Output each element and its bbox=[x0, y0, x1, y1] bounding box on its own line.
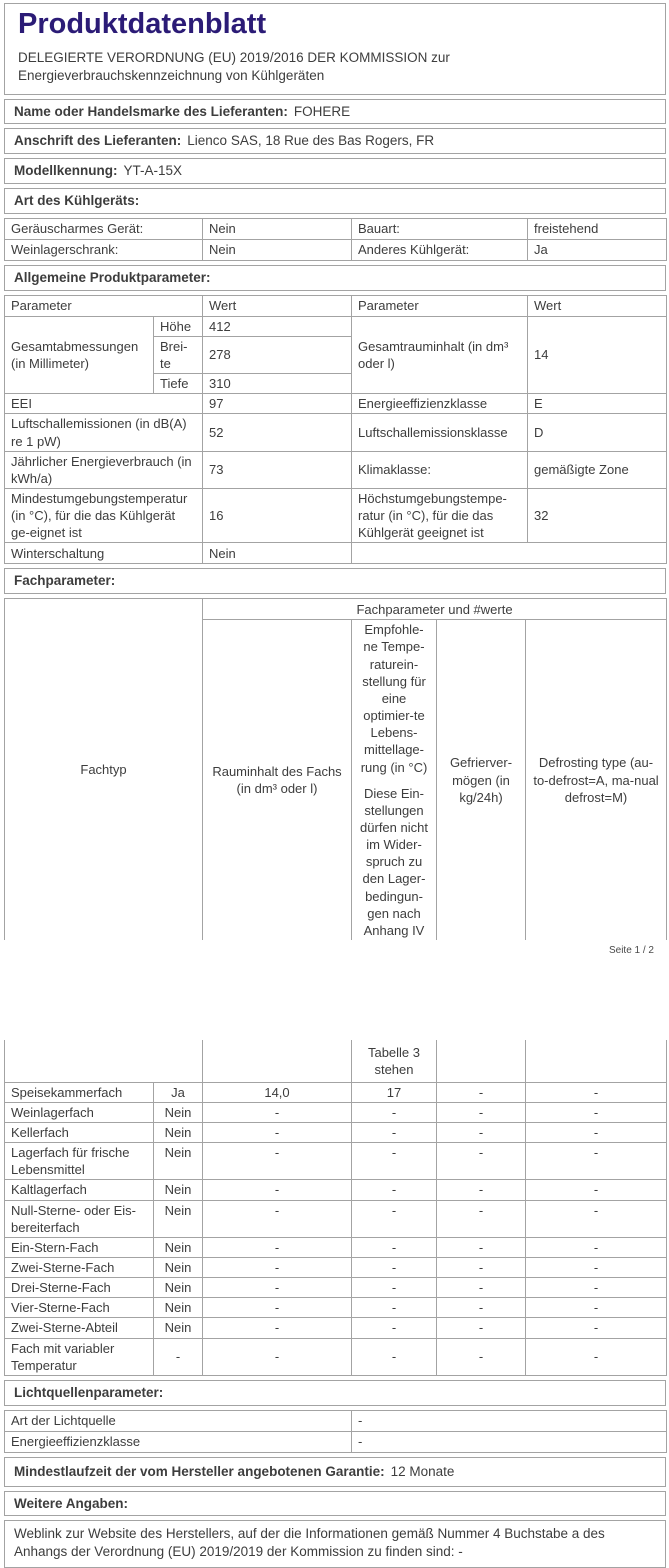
table-cell: Höchstumgebungstempe-ratur (in °C), für die das Kühlgerät geeignet ist bbox=[352, 488, 528, 542]
table-cell: 310 bbox=[203, 374, 352, 394]
table-row bbox=[5, 1082, 667, 1102]
table-cell: freistehend bbox=[528, 218, 667, 239]
table-cell: - bbox=[352, 1237, 437, 1257]
column-header-defrosting: Defrosting type (au-to-defrost=A, ma-nual defrost=M) bbox=[526, 620, 667, 940]
dimensions-label-cell: Gesamtabmessungen (in Millimeter) bbox=[5, 316, 154, 394]
general-params-table bbox=[4, 295, 667, 565]
table-cell: Tiefe bbox=[154, 374, 203, 394]
table-cell: - bbox=[526, 1200, 667, 1237]
column-header: Parameter bbox=[5, 295, 203, 316]
table-cell: - bbox=[154, 1338, 203, 1375]
table-cell: Nein bbox=[154, 1200, 203, 1237]
table-cell: - bbox=[203, 1122, 352, 1142]
table-row bbox=[5, 1237, 667, 1257]
device-type-table bbox=[4, 218, 667, 261]
table-cell: - bbox=[203, 1298, 352, 1318]
table-cell: Höhe bbox=[154, 316, 203, 336]
table-cell: E bbox=[528, 394, 667, 414]
compartment-name: Weinlagerfach bbox=[5, 1102, 154, 1122]
supplier-address-value: Lienco SAS, 18 Rue des Bas Rogers, FR bbox=[187, 133, 435, 149]
table-row bbox=[5, 1102, 667, 1122]
column-header: Wert bbox=[203, 295, 352, 316]
table-row bbox=[5, 1200, 667, 1237]
table-cell: Nein bbox=[154, 1298, 203, 1318]
table-row bbox=[5, 1298, 667, 1318]
table-row bbox=[5, 1180, 667, 1200]
section-header-light-source-params: Lichtquellenparameter: bbox=[4, 1380, 666, 1406]
empty-cell bbox=[203, 1040, 352, 1082]
table-cell: - bbox=[526, 1102, 667, 1122]
compartment-name: Ein-Stern-Fach bbox=[5, 1237, 154, 1257]
table-cell: Nein bbox=[154, 1257, 203, 1277]
table-header-continuation-row bbox=[5, 1040, 667, 1082]
span-header: Fachparameter und #werte bbox=[203, 599, 667, 620]
page-break-gap bbox=[4, 956, 666, 1040]
table-cell: - bbox=[526, 1257, 667, 1277]
table-cell: Energieeffizienzklasse bbox=[352, 394, 528, 414]
table-cell: - bbox=[526, 1143, 667, 1180]
table-row bbox=[5, 1338, 667, 1375]
table-row bbox=[5, 1410, 667, 1431]
temperature-header-text-2: Diese Ein-stellungen dürfen nicht im Wider-spruch zu den Lager-bedingun-gen nach Anhang IV bbox=[360, 785, 428, 938]
table-cell: - bbox=[352, 1278, 437, 1298]
empty-cell bbox=[437, 1040, 526, 1082]
volume-value-cell: 14 bbox=[528, 316, 667, 394]
table-cell: Brei-te bbox=[154, 336, 203, 373]
table-row bbox=[5, 1122, 667, 1142]
table-cell: - bbox=[437, 1082, 526, 1102]
table-header-row bbox=[5, 599, 667, 620]
regulation-subtitle: DELEGIERTE VERORDNUNG (EU) 2019/2016 DER KOMMISSION zur Energieverbrauchskennzeichnung von Kühlgeräten bbox=[18, 49, 450, 83]
table-cell: - bbox=[203, 1143, 352, 1180]
table-cell: - bbox=[437, 1298, 526, 1318]
table-cell: - bbox=[352, 1431, 667, 1452]
page-title: Produktdatenblatt bbox=[18, 8, 267, 40]
table-row bbox=[5, 1143, 667, 1180]
column-header: Parameter bbox=[352, 295, 528, 316]
table-cell: - bbox=[352, 1338, 437, 1375]
table-cell: Jährlicher Energieverbrauch (in kWh/a) bbox=[5, 451, 203, 488]
table-cell: Nein bbox=[154, 1102, 203, 1122]
compartment-name: Kellerfach bbox=[5, 1122, 154, 1142]
compartment-name: Vier-Sterne-Fach bbox=[5, 1298, 154, 1318]
table-cell: Anderes Kühlgerät: bbox=[352, 239, 528, 260]
table-cell: - bbox=[437, 1143, 526, 1180]
column-header: Wert bbox=[528, 295, 667, 316]
warranty-value: 12 Monate bbox=[390, 1463, 455, 1479]
document-header-block bbox=[4, 3, 666, 95]
warranty-label: Mindestlaufzeit der vom Hersteller angebotenen Garantie: bbox=[14, 1463, 385, 1479]
column-header-rauminhalt: Rauminhalt des Fachs (in dm³ oder l) bbox=[203, 620, 352, 940]
section-header-compartment-params: Fachparameter: bbox=[4, 568, 666, 594]
column-header-gefriervermoegen: Gefrierver-mögen (in kg/24h) bbox=[437, 620, 526, 940]
light-source-table bbox=[4, 1410, 667, 1453]
compartment-name: Lagerfach für frische Lebensmittel bbox=[5, 1143, 154, 1180]
table-cell: - bbox=[352, 1410, 667, 1431]
empty-cell bbox=[526, 1040, 667, 1082]
table-cell: Luftschallemissionen (in dB(A) re 1 pW) bbox=[5, 414, 203, 451]
temperature-header-text-1: Empfohle-ne Tempe-raturein-stellung für eine optimier-te Lebens-mittellage-rung (in °C) bbox=[360, 622, 428, 775]
compartment-table-page2 bbox=[4, 1040, 667, 1376]
table-cell: Nein bbox=[154, 1180, 203, 1200]
warranty-row bbox=[4, 1457, 666, 1487]
table-cell: - bbox=[203, 1102, 352, 1122]
table-cell: - bbox=[352, 1143, 437, 1180]
table-row bbox=[5, 451, 667, 488]
table-cell: - bbox=[203, 1257, 352, 1277]
table-cell: - bbox=[352, 1298, 437, 1318]
page1-footer: Seite 1 / 2 bbox=[608, 945, 654, 957]
table-cell: - bbox=[352, 1200, 437, 1237]
section-header-weitere-angaben: Weitere Angaben: bbox=[4, 1491, 666, 1517]
table-row bbox=[5, 1278, 667, 1298]
model-id-label: Modellkennung: bbox=[14, 163, 118, 179]
table-cell: - bbox=[352, 1318, 437, 1338]
compartment-name: Fach mit variabler Temperatur bbox=[5, 1338, 154, 1375]
table-cell: - bbox=[526, 1082, 667, 1102]
table-cell: - bbox=[526, 1338, 667, 1375]
empty-cell bbox=[5, 1040, 203, 1082]
model-id-row bbox=[4, 158, 666, 184]
table-cell: 17 bbox=[352, 1082, 437, 1102]
compartment-name: Drei-Sterne-Fach bbox=[5, 1278, 154, 1298]
table-cell: Luftschallemissionsklasse bbox=[352, 414, 528, 451]
compartment-name: Kaltlagerfach bbox=[5, 1180, 154, 1200]
table-row bbox=[5, 316, 667, 336]
table-cell: - bbox=[203, 1180, 352, 1200]
column-header-fachtyp: Fachtyp bbox=[5, 599, 203, 940]
table-cell: 32 bbox=[528, 488, 667, 542]
compartment-name: Null-Sterne- oder Eis-bereiterfach bbox=[5, 1200, 154, 1237]
table-cell: Klimaklasse: bbox=[352, 451, 528, 488]
table-cell: - bbox=[203, 1237, 352, 1257]
table-cell: 278 bbox=[203, 336, 352, 373]
supplier-name-value: FOHERE bbox=[293, 103, 351, 119]
table-row bbox=[5, 394, 667, 414]
table-cell: Energieeffizienzklasse bbox=[5, 1431, 352, 1452]
table-cell: - bbox=[352, 1102, 437, 1122]
table-cell: - bbox=[437, 1257, 526, 1277]
table-row bbox=[5, 218, 667, 239]
table-cell: Nein bbox=[154, 1122, 203, 1142]
table-cell: Weinlagerschrank: bbox=[5, 239, 203, 260]
temperature-header-continuation: Tabelle 3 stehen bbox=[352, 1040, 437, 1082]
supplier-name-row bbox=[4, 99, 666, 125]
table-cell: - bbox=[526, 1122, 667, 1142]
model-id-value: YT-A-15X bbox=[123, 163, 183, 179]
supplier-address-label: Anschrift des Lieferanten: bbox=[14, 133, 182, 149]
table-cell: - bbox=[437, 1200, 526, 1237]
table-row bbox=[5, 414, 667, 451]
table-cell: - bbox=[352, 1180, 437, 1200]
compartment-name: Zwei-Sterne-Fach bbox=[5, 1257, 154, 1277]
table-cell: - bbox=[352, 1122, 437, 1142]
table-cell: EEI bbox=[5, 394, 203, 414]
table-row bbox=[5, 543, 667, 564]
compartment-name: Zwei-Sterne-Abteil bbox=[5, 1318, 154, 1338]
table-cell: Ja bbox=[528, 239, 667, 260]
table-cell: - bbox=[437, 1338, 526, 1375]
column-header-temperature bbox=[352, 620, 437, 940]
table-cell: Mindestumgebungstemperatur (in °C), für die das Kühlgerät ge-eignet ist bbox=[5, 488, 203, 542]
supplier-address-row bbox=[4, 128, 666, 154]
table-cell: Geräuscharmes Gerät: bbox=[5, 218, 203, 239]
table-cell: 16 bbox=[203, 488, 352, 542]
table-cell: 412 bbox=[203, 316, 352, 336]
table-cell: Nein bbox=[203, 239, 352, 260]
table-cell: - bbox=[526, 1278, 667, 1298]
compartment-name: Speisekammerfach bbox=[5, 1082, 154, 1102]
table-cell: gemäßigte Zone bbox=[528, 451, 667, 488]
table-header-row bbox=[5, 295, 667, 316]
supplier-name-label: Name oder Handelsmarke des Lieferanten: bbox=[14, 103, 288, 119]
table-cell: - bbox=[203, 1338, 352, 1375]
table-cell: - bbox=[203, 1318, 352, 1338]
table-row bbox=[5, 1431, 667, 1452]
table-cell: - bbox=[437, 1278, 526, 1298]
table-cell: 97 bbox=[203, 394, 352, 414]
table-row bbox=[5, 1257, 667, 1277]
table-cell: 73 bbox=[203, 451, 352, 488]
table-cell: - bbox=[526, 1298, 667, 1318]
table-cell: Nein bbox=[154, 1318, 203, 1338]
section-header-general-params: Allgemeine Produktparameter: bbox=[4, 265, 666, 291]
table-cell: - bbox=[437, 1122, 526, 1142]
compartment-table-page1 bbox=[4, 598, 667, 940]
table-cell: - bbox=[203, 1200, 352, 1237]
table-cell: - bbox=[437, 1318, 526, 1338]
table-cell: - bbox=[526, 1237, 667, 1257]
table-cell: - bbox=[437, 1102, 526, 1122]
table-row bbox=[5, 488, 667, 542]
table-cell: Nein bbox=[203, 218, 352, 239]
table-cell: 52 bbox=[203, 414, 352, 451]
table-cell: - bbox=[352, 1257, 437, 1277]
empty-cell bbox=[352, 543, 667, 564]
table-cell: 14,0 bbox=[203, 1082, 352, 1102]
table-cell: Winterschaltung bbox=[5, 543, 203, 564]
table-cell: Art der Lichtquelle bbox=[5, 1410, 352, 1431]
table-cell: D bbox=[528, 414, 667, 451]
table-row bbox=[5, 1318, 667, 1338]
table-row bbox=[5, 239, 667, 260]
table-cell: Bauart: bbox=[352, 218, 528, 239]
table-cell: - bbox=[437, 1180, 526, 1200]
section-header-device-type: Art des Kühlgeräts: bbox=[4, 188, 666, 214]
table-cell: - bbox=[526, 1318, 667, 1338]
weblink-row: Weblink zur Website des Herstellers, auf der die Informationen gemäß Nummer 4 Buchstabe a des Anhangs der Verordnung (EU) 2019/2019 der Kommission zu finden sind: - bbox=[4, 1520, 666, 1568]
table-cell: Ja bbox=[154, 1082, 203, 1102]
table-cell: - bbox=[203, 1278, 352, 1298]
table-cell: Nein bbox=[154, 1143, 203, 1180]
table-cell: - bbox=[526, 1180, 667, 1200]
table-cell: Nein bbox=[154, 1237, 203, 1257]
table-cell: Nein bbox=[203, 543, 352, 564]
table-cell: - bbox=[437, 1237, 526, 1257]
volume-label-cell: Gesamtrauminhalt (in dm³ oder l) bbox=[352, 316, 528, 394]
table-cell: Nein bbox=[154, 1278, 203, 1298]
